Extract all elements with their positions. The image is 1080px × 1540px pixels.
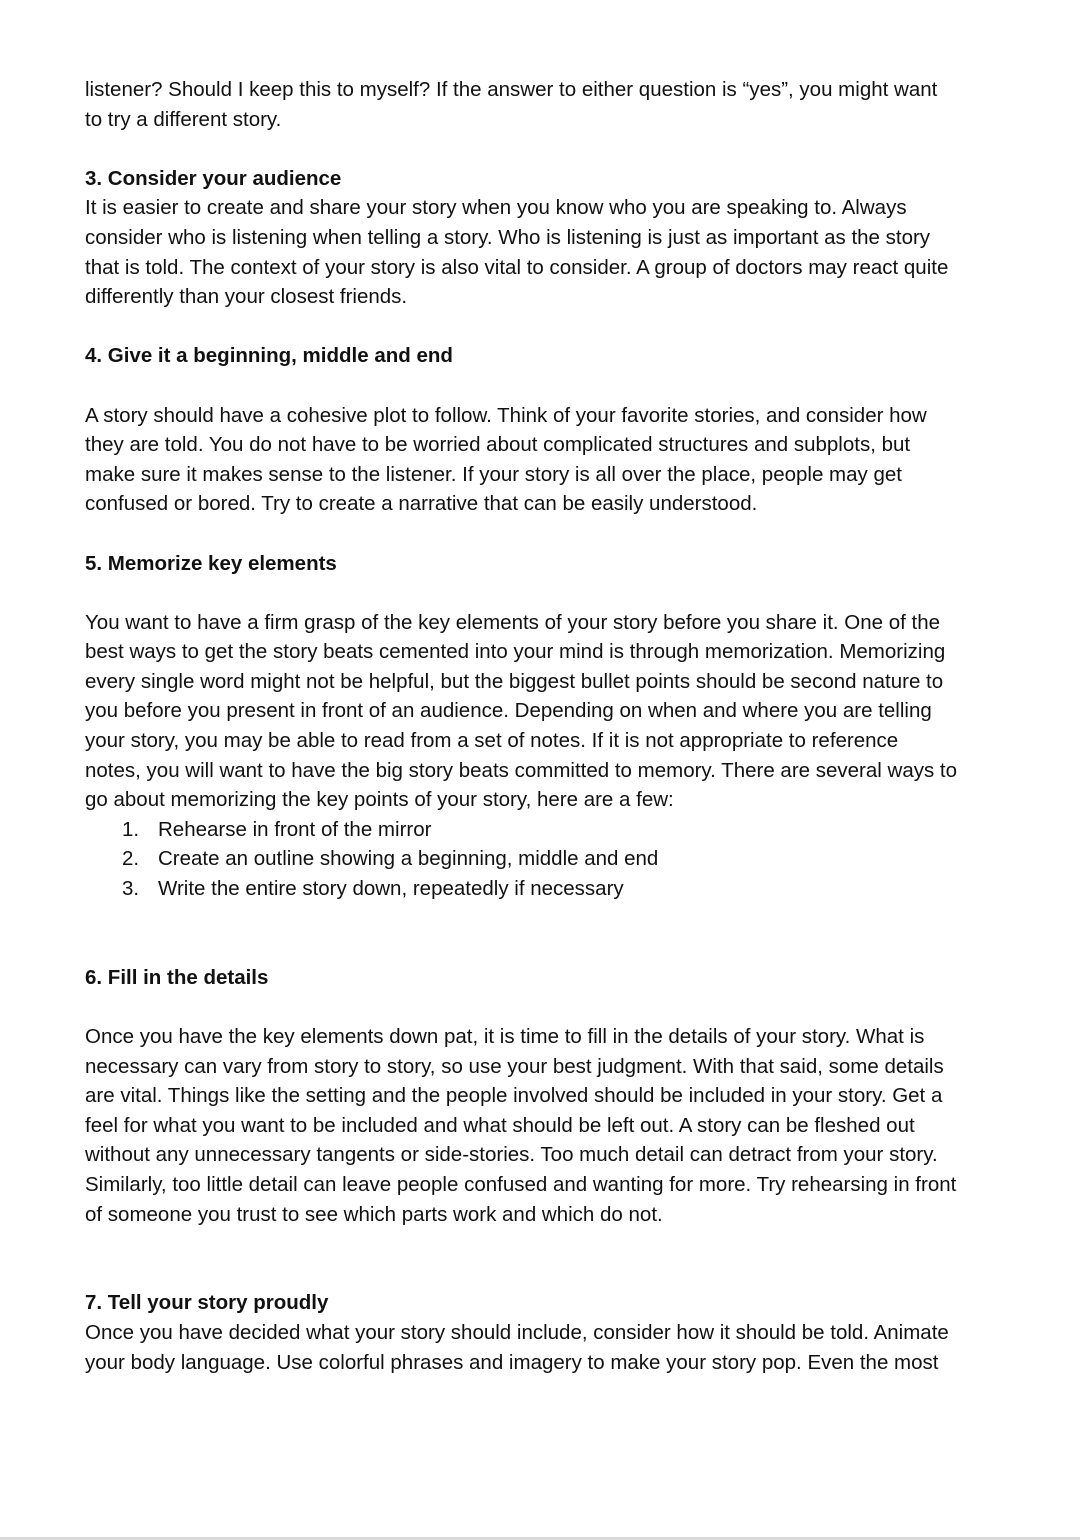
- section-heading: 5. Memorize key elements: [85, 551, 337, 575]
- paragraph-line: You want to have a firm grasp of the key elements of your story before you share it. One of the: [85, 610, 941, 634]
- paragraph-line: notes, you will want to have the big story beats committed to memory. There are several ways to: [85, 758, 958, 782]
- paragraph-line: that is told. The context of your story is also vital to consider. A group of doctors may react quite: [85, 255, 949, 279]
- paragraph-line: make sure it makes sense to the listener. If your story is all over the place, people may get: [85, 462, 902, 486]
- paragraph-line: without any unnecessary tangents or side-stories. Too much detail can detract from your story.: [85, 1143, 938, 1167]
- section-tell-story-proudly: [85, 1288, 1045, 1377]
- spacer: [85, 578, 1045, 608]
- spacer: [85, 312, 1045, 342]
- paragraph-line: they are told. You do not have to be worried about complicated structures and subplots, but: [85, 433, 911, 457]
- paragraph-line: Similarly, too little detail can leave people confused and wanting for more. Try rehearsing in front: [85, 1172, 957, 1196]
- section-heading: 3. Consider your audience: [85, 166, 342, 190]
- paragraph-line: your body language. Use colorful phrases and imagery to make your story pop. Even the most: [85, 1350, 939, 1374]
- paragraph-line: of someone you trust to see which parts work and which do not.: [85, 1202, 663, 1226]
- list-item-text: Create an outline showing a beginning, middle and end: [158, 847, 659, 871]
- section-beginning-middle-end: [85, 341, 1045, 519]
- spacer: [85, 992, 1045, 1022]
- spacer: [85, 1229, 1045, 1288]
- paragraph-line: to try a different story.: [85, 107, 282, 131]
- intro-paragraph: [85, 75, 1045, 134]
- list-item-number: 3.: [122, 877, 140, 901]
- section-heading: 7. Tell your story proudly: [85, 1291, 329, 1315]
- spacer: [85, 519, 1045, 549]
- paragraph-line: Once you have the key elements down pat, it is time to fill in the details of your story. What is: [85, 1025, 925, 1048]
- spacer: [85, 134, 1045, 164]
- paragraph-line: go about memorizing the key points of your story, here are a few:: [85, 788, 674, 812]
- list-item-text: Write the entire story down, repeatedly if necessary: [158, 877, 624, 901]
- paragraph-line: differently than your closest friends.: [85, 285, 408, 309]
- document-page: [85, 75, 1045, 1377]
- section-heading: 4. Give it a beginning, middle and end: [85, 344, 453, 368]
- paragraph-line: are vital. Things like the setting and the people involved should be included in your story. Get a: [85, 1084, 943, 1108]
- paragraph-line: every single word might not be helpful, but the biggest bullet points should be second nature to: [85, 669, 944, 693]
- paragraph-line: necessary can vary from story to story, so use your best judgment. With that said, some details: [85, 1054, 944, 1078]
- paragraph-line: It is easier to create and share your story when you know who you are speaking to. Always: [85, 196, 907, 220]
- paragraph-line: best ways to get the story beats cemented into your mind is through memorization. Memorizing: [85, 640, 946, 664]
- list-item-number: 2.: [122, 847, 140, 871]
- section-heading: 6. Fill in the details: [85, 965, 269, 989]
- paragraph-line: Once you have decided what your story should include, consider how it should be told. Animate: [85, 1320, 949, 1344]
- memorization-steps-list: [85, 815, 1045, 904]
- spacer: [85, 904, 1045, 963]
- section-fill-in-details: [85, 963, 1045, 1229]
- paragraph-line: consider who is listening when telling a story. Who is listening is just as important as the story: [85, 225, 931, 249]
- paragraph-line: listener? Should I keep this to myself? If the answer to either question is “yes”, you might want: [85, 78, 938, 101]
- list-item-number: 1.: [122, 817, 140, 841]
- list-item: [85, 874, 1045, 904]
- paragraph-line: A story should have a cohesive plot to follow. Think of your favorite stories, and consider how: [85, 403, 927, 427]
- section-memorize-key-elements: [85, 549, 1045, 904]
- spacer: [85, 371, 1045, 401]
- list-item-text: Rehearse in front of the mirror: [158, 817, 432, 841]
- paragraph-line: feel for what you want to be included and what should be left out. A story can be fleshed out: [85, 1113, 915, 1137]
- list-item: [85, 815, 1045, 845]
- paragraph-line: you before you present in front of an audience. Depending on when and where you are telling: [85, 699, 932, 723]
- paragraph-line: your story, you may be able to read from a set of notes. If it is not appropriate to reference: [85, 729, 899, 753]
- section-consider-audience: [85, 164, 1045, 312]
- paragraph-line: confused or bored. Try to create a narrative that can be easily understood.: [85, 492, 758, 516]
- list-item: [85, 844, 1045, 874]
